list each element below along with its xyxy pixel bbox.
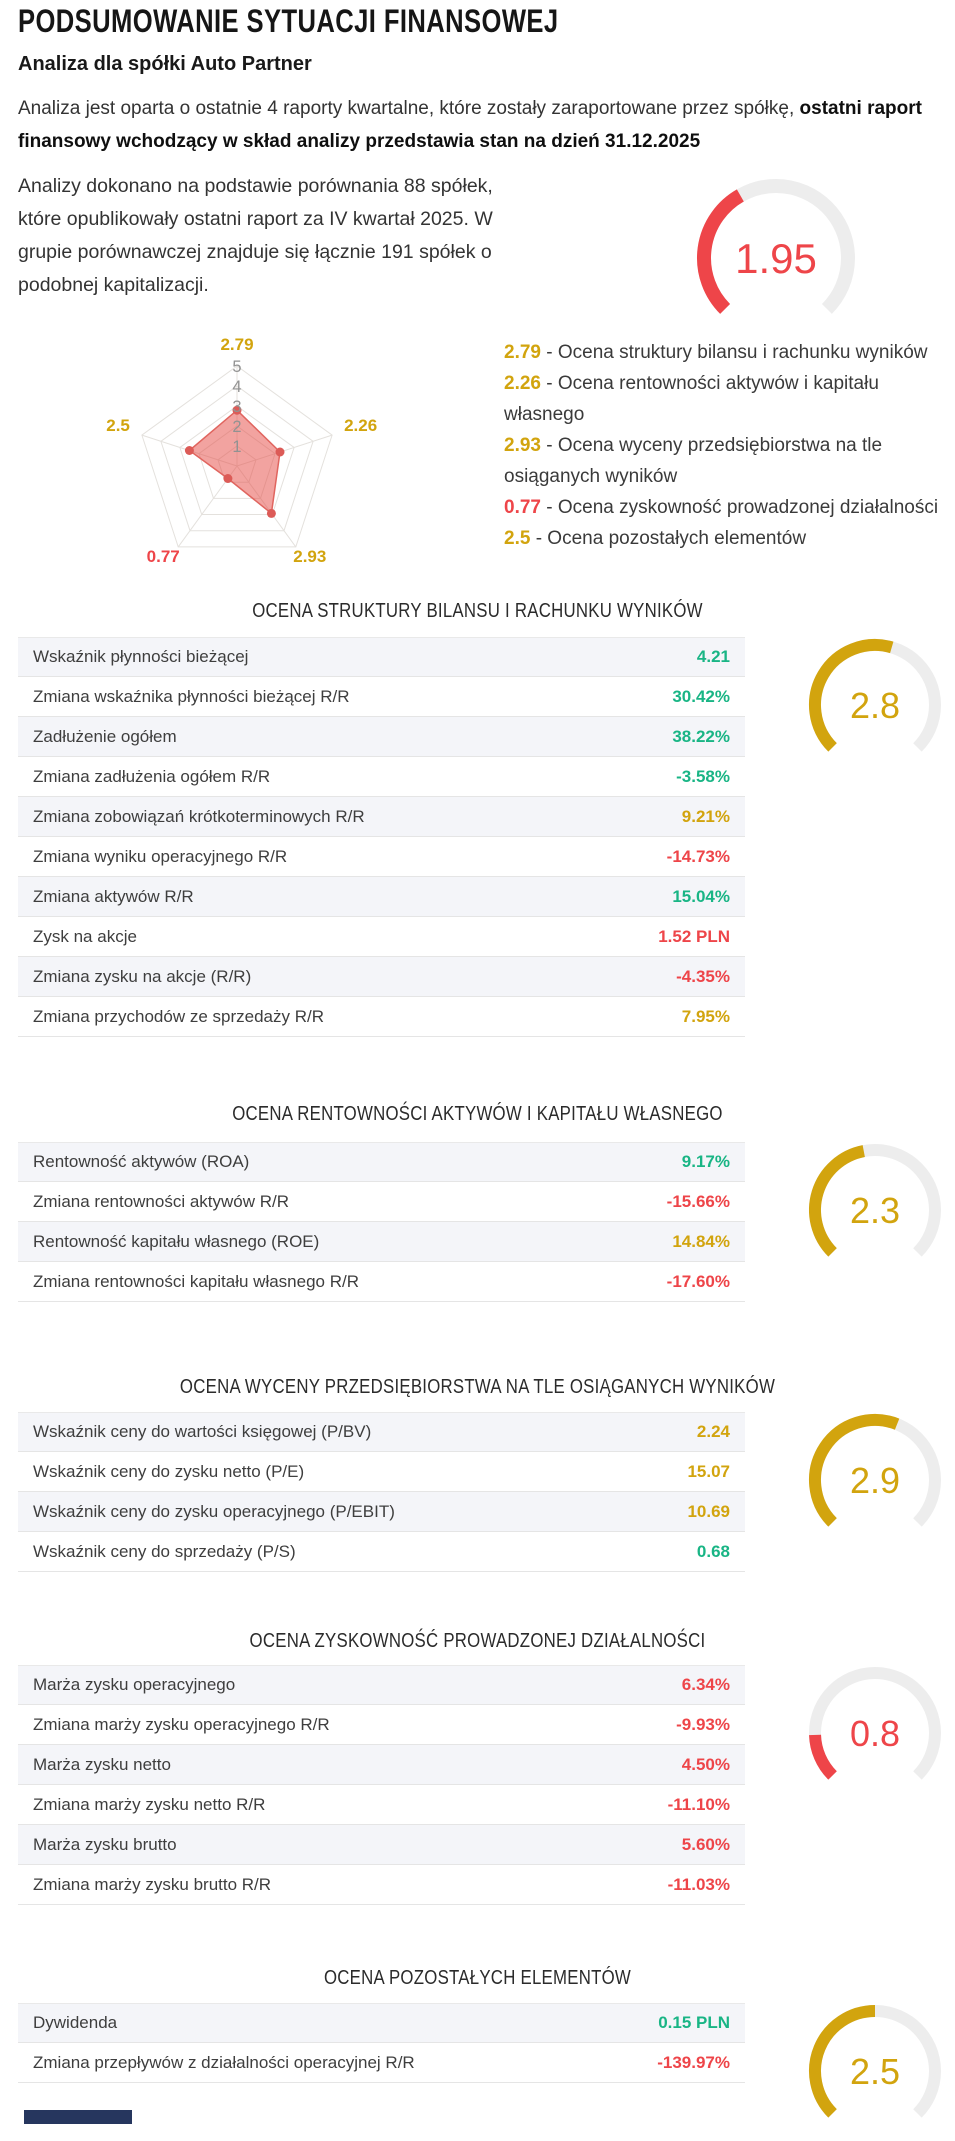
metric-value: 2.24 xyxy=(696,1422,730,1441)
radar-axis-value: 2.26 xyxy=(344,416,378,436)
comparison-paragraph: Analizy dokonano na podstawie porównania 88 spółek, które opublikowały ostatni raport za IV kwartał 2025. W grupie porównawczej znajduje się łącznie 191 spółek o podobnej kapitalizacji. xyxy=(18,175,493,296)
section-score-gauge xyxy=(805,2001,945,2141)
table-row xyxy=(18,757,745,797)
radar-data-point xyxy=(276,448,285,457)
metrics-table xyxy=(18,2003,745,2083)
table-row xyxy=(18,1785,745,1825)
radar-data-point xyxy=(267,509,276,518)
section-header: OCENA RENTOWNOŚCI AKTYWÓW I KAPITAŁU WŁASNEGO xyxy=(232,1103,723,1125)
metric-value: 14.84% xyxy=(672,1231,730,1251)
legend-value: 2.5 xyxy=(504,528,531,549)
section-score-gauge xyxy=(805,1663,945,1803)
legend-value: 2.93 xyxy=(504,435,541,456)
metric-label: Zmiana aktywów R/R xyxy=(33,886,194,906)
metric-label: Dywidenda xyxy=(33,2013,118,2032)
metric-value: 0.15 PLN xyxy=(658,2013,730,2032)
radar-tick-label: 2 xyxy=(232,418,242,436)
metric-value: 4.21 xyxy=(696,647,730,666)
table-row xyxy=(18,1142,745,1182)
radar-tick-label: 4 xyxy=(232,378,242,396)
metric-value: 0.68 xyxy=(696,1541,730,1561)
metric-label: Zmiana przychodów ze sprzedaży R/R xyxy=(33,1006,325,1026)
radar-legend xyxy=(504,337,955,554)
metric-label: Zysk na akcje xyxy=(33,926,137,946)
table-row xyxy=(18,997,745,1037)
legend-label: - Ocena struktury bilansu i rachunku wyników xyxy=(540,342,928,363)
metric-label: Zmiana marży zysku operacyjnego R/R xyxy=(33,1714,330,1734)
metric-value: -9.93% xyxy=(676,1714,730,1734)
page-title: PODSUMOWANIE SYTUACJI FINANSOWEJ xyxy=(18,3,559,39)
legend-item xyxy=(504,368,955,430)
legend-label: - Ocena zyskowność prowadzonej działalności xyxy=(540,497,939,518)
table-row xyxy=(18,797,745,837)
metric-value: 10.69 xyxy=(687,1501,730,1521)
legend-value: 2.79 xyxy=(504,342,541,363)
gauge-value: 1.95 xyxy=(735,235,817,282)
legend-item xyxy=(504,430,955,492)
table-row xyxy=(18,1665,745,1705)
legend-label: - Ocena wyceny przedsiębiorstwa na tle osiąganych wyników xyxy=(504,435,883,487)
table-row xyxy=(18,1262,745,1302)
section-score-gauge xyxy=(805,1140,945,1280)
metric-value: 9.21% xyxy=(681,806,730,826)
intro-text: Analiza jest oparta o ostatnie 4 raporty kwartalne, które zostały zaraportowane przez spółkę, xyxy=(18,98,800,119)
gauge-value: 2.5 xyxy=(849,2051,901,2092)
gauge-value: 2.9 xyxy=(849,1460,901,1501)
radar-tick-label: 5 xyxy=(232,358,242,376)
company-subtitle: Analiza dla spółki Auto Partner xyxy=(18,53,312,75)
metric-value: -15.66% xyxy=(666,1191,730,1211)
legend-item xyxy=(504,492,955,523)
table-row xyxy=(18,1705,745,1745)
radar-tick-label: 3 xyxy=(232,398,242,416)
metric-label: Zmiana zysku na akcje (R/R) xyxy=(33,966,252,986)
legend-label: - Ocena pozostałych elementów xyxy=(530,528,807,549)
metric-label: Wskaźnik płynności bieżącej xyxy=(33,647,249,666)
metric-value: 9.17% xyxy=(681,1152,730,1171)
intro-text-bold: ostatni raport finansowy wchodzący w skład analizy przedstawia stan na dzień 31.12.2025 xyxy=(18,98,922,152)
metric-label: Zmiana przepływów z działalności operacyjnej R/R xyxy=(33,2052,415,2072)
metric-label: Zmiana marży zysku netto R/R xyxy=(33,1794,266,1814)
metric-value: 38.22% xyxy=(672,726,730,746)
table-row xyxy=(18,957,745,997)
metric-value: -17.60% xyxy=(666,1271,730,1291)
metrics-table xyxy=(18,1665,745,1905)
metric-label: Zadłużenie ogółem xyxy=(33,726,177,746)
metric-value: 6.34% xyxy=(681,1675,730,1694)
metric-value: -3.58% xyxy=(676,766,730,786)
radar-axis-value: 0.77 xyxy=(146,546,180,566)
section-header: OCENA ZYSKOWNOŚĆ PROWADZONEJ DZIAŁALNOŚCI xyxy=(249,1630,706,1652)
radar-data-point xyxy=(185,446,194,455)
intro-paragraph xyxy=(18,92,952,158)
metric-value: -11.03% xyxy=(667,1874,730,1894)
table-row xyxy=(18,837,745,877)
metric-label: Rentowność kapitału własnego (ROE) xyxy=(33,1231,320,1251)
overall-score-gauge xyxy=(693,175,859,341)
legend-label: - Ocena rentowności aktywów i kapitału własnego xyxy=(504,373,879,425)
metric-label: Zmiana zobowiązań krótkoterminowych R/R xyxy=(33,806,365,826)
metric-label: Zmiana wskaźnika płynności bieżącej R/R xyxy=(33,686,350,706)
metric-value: -4.35% xyxy=(676,966,730,986)
section-header: OCENA STRUKTURY BILANSU I RACHUNKU WYNIKÓW xyxy=(252,600,703,622)
metric-label: Rentowność aktywów (ROA) xyxy=(33,1152,250,1171)
metric-value: 30.42% xyxy=(672,686,730,706)
metric-value: 15.04% xyxy=(672,886,730,906)
metric-label: Zmiana wyniku operacyjnego R/R xyxy=(33,846,288,866)
gauge-value: 0.8 xyxy=(849,1713,901,1754)
metric-label: Zmiana rentowności aktywów R/R xyxy=(33,1191,290,1211)
legend-item xyxy=(504,337,955,368)
table-row xyxy=(18,717,745,757)
table-row xyxy=(18,877,745,917)
table-row xyxy=(18,1412,745,1452)
radar-chart xyxy=(0,330,480,582)
metric-value: -11.10% xyxy=(667,1794,730,1814)
table-row xyxy=(18,2003,745,2043)
metric-label: Wskaźnik ceny do wartości księgowej (P/BV) xyxy=(33,1422,372,1441)
radar-axis-value: 2.79 xyxy=(220,335,254,354)
table-row xyxy=(18,917,745,957)
section-score-gauge xyxy=(805,635,945,775)
radar-axis-value: 2.5 xyxy=(106,416,130,436)
metrics-table xyxy=(18,1142,745,1302)
metric-value: 1.52 PLN xyxy=(658,926,730,946)
table-row xyxy=(18,637,745,677)
metric-label: Wskaźnik ceny do zysku netto (P/E) xyxy=(33,1461,305,1481)
metric-label: Wskaźnik ceny do sprzedaży (P/S) xyxy=(33,1541,296,1561)
legend-value: 2.26 xyxy=(504,373,541,394)
table-row xyxy=(18,1825,745,1865)
metric-label: Wskaźnik ceny do zysku operacyjnego (P/EBIT) xyxy=(33,1501,395,1521)
section-header: OCENA WYCENY PRZEDSIĘBIORSTWA NA TLE OSIĄGANYCH WYNIKÓW xyxy=(179,1376,776,1398)
cutoff-element xyxy=(24,2110,132,2124)
metric-value: 15.07 xyxy=(687,1461,730,1481)
metric-value: -139.97% xyxy=(657,2052,730,2072)
metric-value: 5.60% xyxy=(681,1834,730,1854)
metric-label: Marża zysku netto xyxy=(33,1754,171,1774)
table-row xyxy=(18,1222,745,1262)
legend-item xyxy=(504,523,955,554)
radar-data-point xyxy=(223,474,232,483)
metrics-table xyxy=(18,637,745,1037)
legend-value: 0.77 xyxy=(504,497,541,518)
metric-label: Zmiana zadłużenia ogółem R/R xyxy=(33,766,271,786)
metric-value: -14.73% xyxy=(666,846,730,866)
metric-label: Zmiana marży zysku brutto R/R xyxy=(33,1874,272,1894)
gauge-value: 2.3 xyxy=(849,1190,901,1231)
table-row xyxy=(18,1182,745,1222)
table-row xyxy=(18,1492,745,1532)
section-score-gauge xyxy=(805,1410,945,1550)
radar-axis-value: 2.93 xyxy=(293,546,327,566)
table-row xyxy=(18,1745,745,1785)
gauge-fill-arc xyxy=(815,1735,833,1776)
metrics-table xyxy=(18,1412,745,1572)
table-row xyxy=(18,1452,745,1492)
metric-label: Marża zysku brutto xyxy=(33,1834,177,1854)
table-row xyxy=(18,677,745,717)
section-header: OCENA POZOSTAŁYCH ELEMENTÓW xyxy=(323,1967,632,1989)
metric-label: Marża zysku operacyjnego xyxy=(33,1675,236,1694)
table-row xyxy=(18,1532,745,1572)
table-row xyxy=(18,1865,745,1905)
metric-label: Zmiana rentowności kapitału własnego R/R xyxy=(33,1271,359,1291)
table-row xyxy=(18,2043,745,2083)
metric-value: 4.50% xyxy=(681,1754,730,1774)
metric-value: 7.95% xyxy=(681,1006,730,1026)
radar-tick-label: 1 xyxy=(232,438,242,456)
gauge-value: 2.8 xyxy=(849,685,901,726)
